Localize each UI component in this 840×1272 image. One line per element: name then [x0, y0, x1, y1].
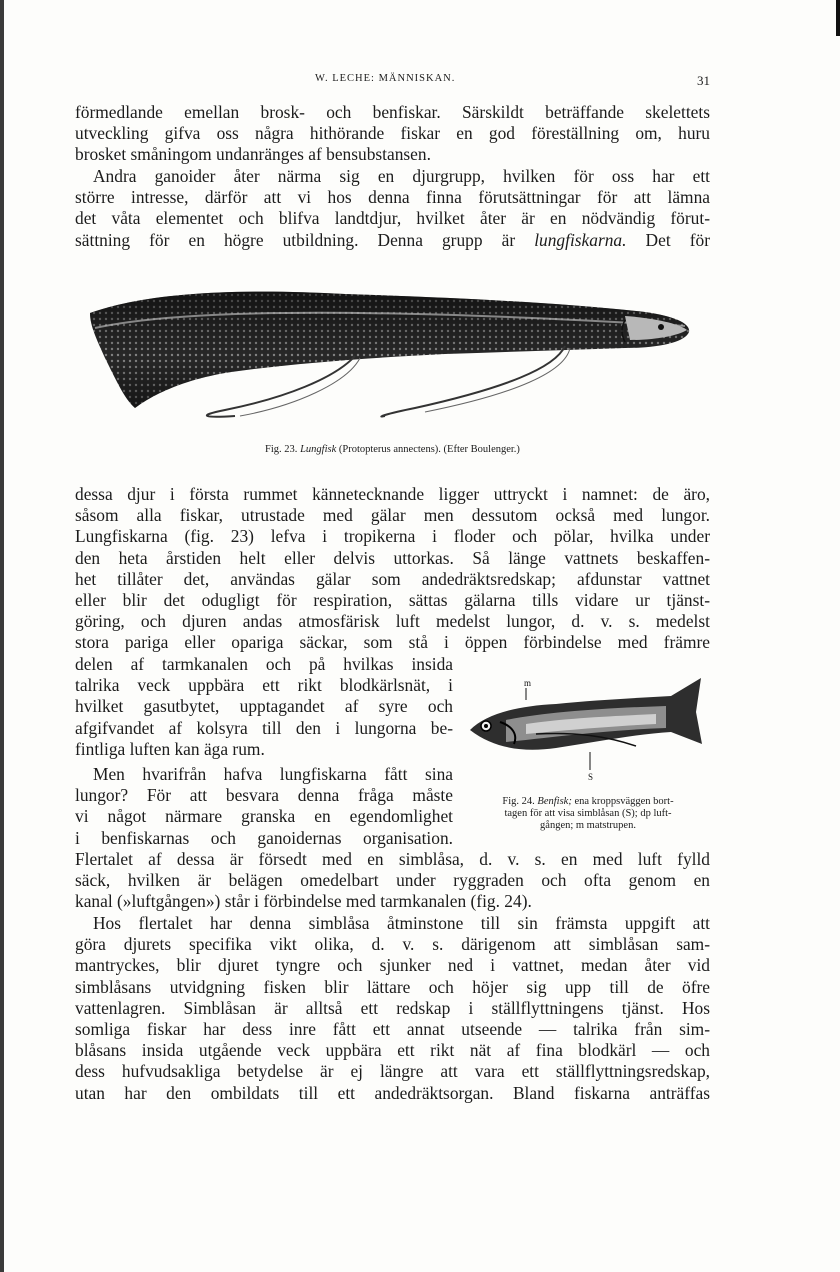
- text-line: lungor? För att besvara denna fråga måste: [75, 785, 453, 806]
- text-line: säck, hvilken är belägen omedelbart under ryggraden och ofta genom en: [75, 870, 710, 891]
- pectoral-fin: [381, 346, 565, 417]
- text-line: göring, och djuren andas atmosfärisk luft medelst lungor, d. v. s. medelst: [75, 611, 710, 632]
- lungfish-body: [90, 292, 689, 408]
- text-line: det våta elementet och blifva landtdjur, hvilket åter är en nödvändig förut-: [75, 208, 710, 229]
- figure-title: Benfisk;: [537, 796, 572, 807]
- paragraph-3-wrap: [75, 654, 453, 760]
- text-line: Hos flertalet har denna simblåsa åtminstone till sin främsta uppgift att: [93, 913, 710, 933]
- text-line: dess hufvudsakliga betydelse är ej längre att vara ett ställflyttningsredskap,: [75, 1061, 710, 1082]
- page-number: 31: [697, 73, 710, 88]
- text-line: förmedlande emellan brosk- och benfiskar. Särskildt beträffande skelettets: [75, 102, 710, 122]
- text-line: större intresse, därför att vi hos denna finna förutsättningar för att lämna: [75, 187, 710, 208]
- pectoral-fin-edge: [425, 348, 570, 412]
- paragraph-1: [75, 102, 710, 166]
- bony-fish-body: [470, 678, 702, 750]
- figure-label: Fig. 24.: [502, 796, 535, 807]
- text-line: utan har den ombildats till ett andedräktsorgan. Bland fiskarna anträffas: [75, 1082, 710, 1103]
- text-line: såsom alla fiskar, utrustade med gälar men dessutom också med lungor.: [75, 505, 710, 526]
- text-line: delen af tarmkanalen och på hvilkas insida: [75, 654, 453, 674]
- figure-caption-text: (Protopterus annectens). (Efter Boulenger.): [336, 444, 520, 455]
- text-line: afgifvandet af kolsyra till den i lungorna be-: [75, 717, 453, 738]
- text-fragment: sättning för en högre utbildning. Denna grupp är: [75, 229, 535, 250]
- figure-23-caption: [75, 444, 710, 456]
- text-line: hvilket gasutbytet, upptagandet af syre och: [75, 696, 453, 717]
- caption-line: [466, 796, 710, 808]
- text-line: utveckling gifva oss några hithörande fiskar en god föreställning om, huru: [75, 123, 710, 144]
- text-line: göra djurets specifika vikt olika, d. v. s. därigenom att simblåsan sam-: [75, 934, 710, 955]
- text-line: mantryckes, blir djuret tyngre och sjunker ned i vattnet, medan åter vid: [75, 955, 710, 976]
- lungfish-figure: [85, 268, 700, 428]
- text-line: vi något närmare granska en egendomlighet: [75, 806, 453, 827]
- bony-fish-pupil: [484, 724, 488, 728]
- emphasis-lungfiskarna: lungfiskarna.: [534, 229, 627, 250]
- text-line: den heta årstiden helt eller delvis uttorkas. Så länge vattnets beskaffen-: [75, 547, 710, 568]
- figure-title: Lungfisk: [300, 444, 337, 455]
- page-header: [75, 73, 710, 89]
- text-line: vattenlagren. Simblåsan är alltså ett redskap i ställflyttningens tjänst. Hos: [75, 997, 710, 1018]
- paragraph-2: [75, 166, 710, 251]
- page-edge-left: [0, 0, 4, 1272]
- text-line: simblåsans utvidgning fisken blir lättare och höjer sig upp till de öfre: [75, 976, 710, 997]
- figure-24-caption: [466, 796, 710, 832]
- text-line: het tillåter det, användas gälar som andedräktsredskap; afdunstar vattnet: [75, 568, 710, 589]
- text-fragment: Det för: [626, 229, 711, 250]
- text-line: talrika veck uppbära ett rikt blodkärlsnät, i: [75, 675, 453, 696]
- text-line: Andra ganoider åter närma sig en djurgrupp, hvilken för oss har ett: [93, 166, 710, 186]
- caption-line: gången; m matstrupen.: [540, 820, 636, 831]
- paragraph-5: [75, 913, 710, 1104]
- text-line: [75, 230, 710, 251]
- caption-line: tagen för att visa simblåsan (S); dp luft-: [504, 808, 672, 819]
- text-line: stora pariga eller opariga säckar, som stå i öppen förbindelse med främre: [75, 632, 710, 653]
- label-s: S: [588, 772, 594, 782]
- text-line: fintliga luften kan äga rum.: [75, 738, 265, 759]
- text-line: eller blir det odugligt för respiration, sättas gälarna tills vidare ur tjänst-: [75, 590, 710, 611]
- text-line: brosket småningom undanränges af bensubstansen.: [75, 144, 431, 165]
- running-head: W. LECHE: MÄNNISKAN.: [315, 73, 456, 84]
- paragraph-3: [75, 484, 710, 654]
- figure-label: Fig. 23.: [265, 444, 298, 455]
- paragraph-4: [75, 764, 453, 849]
- label-m: m: [524, 678, 532, 688]
- bony-fish-figure: [466, 672, 706, 790]
- text-line: blåsans insida utgående veck uppbära ett rikt nät af fina blodkärl — och: [75, 1040, 710, 1061]
- figure-caption-text: ena kroppsväggen bort-: [571, 796, 674, 807]
- text-line: kanal (»luftgången») står i förbindelse med tarmkanalen (fig. 24).: [75, 891, 532, 912]
- paragraph-4-wrap: [75, 849, 710, 913]
- text-line: dessa djur i första rummet kännetecknande ligger uttryckt i namnet: de äro,: [75, 484, 710, 504]
- lungfish-eye: [658, 324, 664, 330]
- page-edge-right: [836, 0, 840, 36]
- text-line: Lungfiskarna (fig. 23) lefva i tropikerna i floder och pölar, hvilka under: [75, 526, 710, 547]
- text-line: Flertalet af dessa är försedt med en simblåsa, d. v. s. en med luft fylld: [75, 849, 710, 869]
- text-line: i benfiskarnas och ganoidernas organisation.: [75, 827, 453, 848]
- text-line: Men hvarifrån hafva lungfiskarna fått sina: [93, 764, 453, 784]
- text-line: somliga fiskar har dess inre fått ett annat utseende — talrika från sim-: [75, 1019, 710, 1040]
